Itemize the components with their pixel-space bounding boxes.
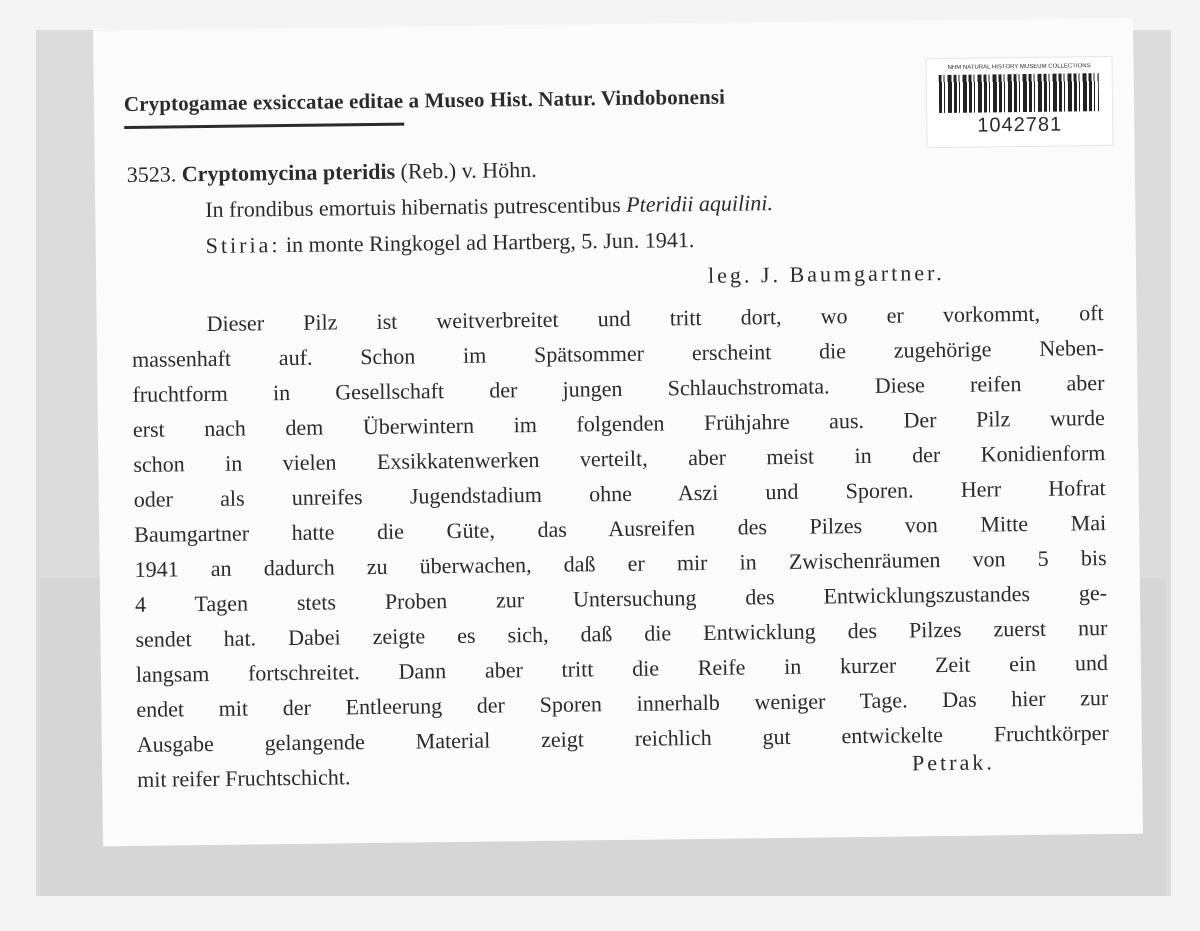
notes-line: erst nach dem Überwintern im folgenden Frühjahre aus. Der Pilz wurde [132,405,1106,442]
specimen-number: 3523. [126,161,177,187]
header-underline [124,123,404,129]
notes-line: 4 Tagen stets Proben zur Untersuchung des Entwicklungszustandes ge- [134,580,1108,617]
substrate-text: In frondibus emortuis hibernatis putrescentibus [205,191,621,223]
notes-line: endet mit der Entleerung der Sporen innerhalb weniger Tage. Das hier zur [136,685,1109,722]
host-name: Pteridii aquilini. [626,190,774,217]
notes-author: Petrak. [911,749,995,776]
notes-line: Baumgartner hatte die Güte, das Ausreifen des Pilzes von Mitte Mai [134,510,1107,547]
barcode-label [925,56,1113,148]
species-name: Cryptomycina pteridis [181,158,396,187]
notes-line: sendet hat. Dabei zeigte es sich, daß die Entwicklung des Pilzes zuerst nur [135,615,1108,652]
specimen-title-line [127,157,537,188]
barcode-icon [939,73,1099,113]
notes-line: oder als unreifes Jugendstadium ohne Aszi und Sporen. Herr Hofrat [133,475,1106,512]
locality-text: in monte Ringkogel ad Hartberg, 5. Jun. 1941. [285,227,695,258]
locality-line [206,227,695,259]
notes-line: mit reifer Fruchtschicht. [137,764,351,792]
region-name: Stiria: [205,232,281,259]
notes-line: Ausgabe gelangende Material zeigt reichlich gut entwickelte Fruchtkörper [136,720,1109,757]
barcode-number: 1042781 [977,113,1063,137]
collector-line [708,260,945,289]
notes-line: schon in vielen Exsikkatenwerken verteilt, aber meist in der Konidienform [133,440,1106,477]
notes-line: fruchtform in Gesellschaft der jungen Schlauchstromata. Diese reifen aber [132,370,1105,407]
notes-line: langsam fortschreitet. Dann aber tritt die Reife in kurzer Zeit ein und [135,650,1109,687]
notes-line: massenhaft auf. Schon im Spätsommer erscheint die zugehörige Neben- [131,335,1105,372]
specimen-label [93,18,1143,847]
species-authority: (Reb.) v. Höhn. [400,156,537,184]
substrate-line [205,190,773,223]
notes-line: Dieser Pilz ist weitverbreitet und tritt dort, wo er vorkommt, oft [206,300,1104,337]
label-header: Cryptogamae exsiccatae editae a Museo Hist. Natur. Vindobonensi [123,84,726,117]
collector-text: leg. J. Baumgartner. [707,259,945,288]
barcode-institution: NHM NATURAL HISTORY MUSEUM COLLECTIONS [947,63,1091,71]
notes-line: 1941 an dadurch zu überwachen, daß er mir in Zwischenräumen von 5 bis [134,545,1107,582]
